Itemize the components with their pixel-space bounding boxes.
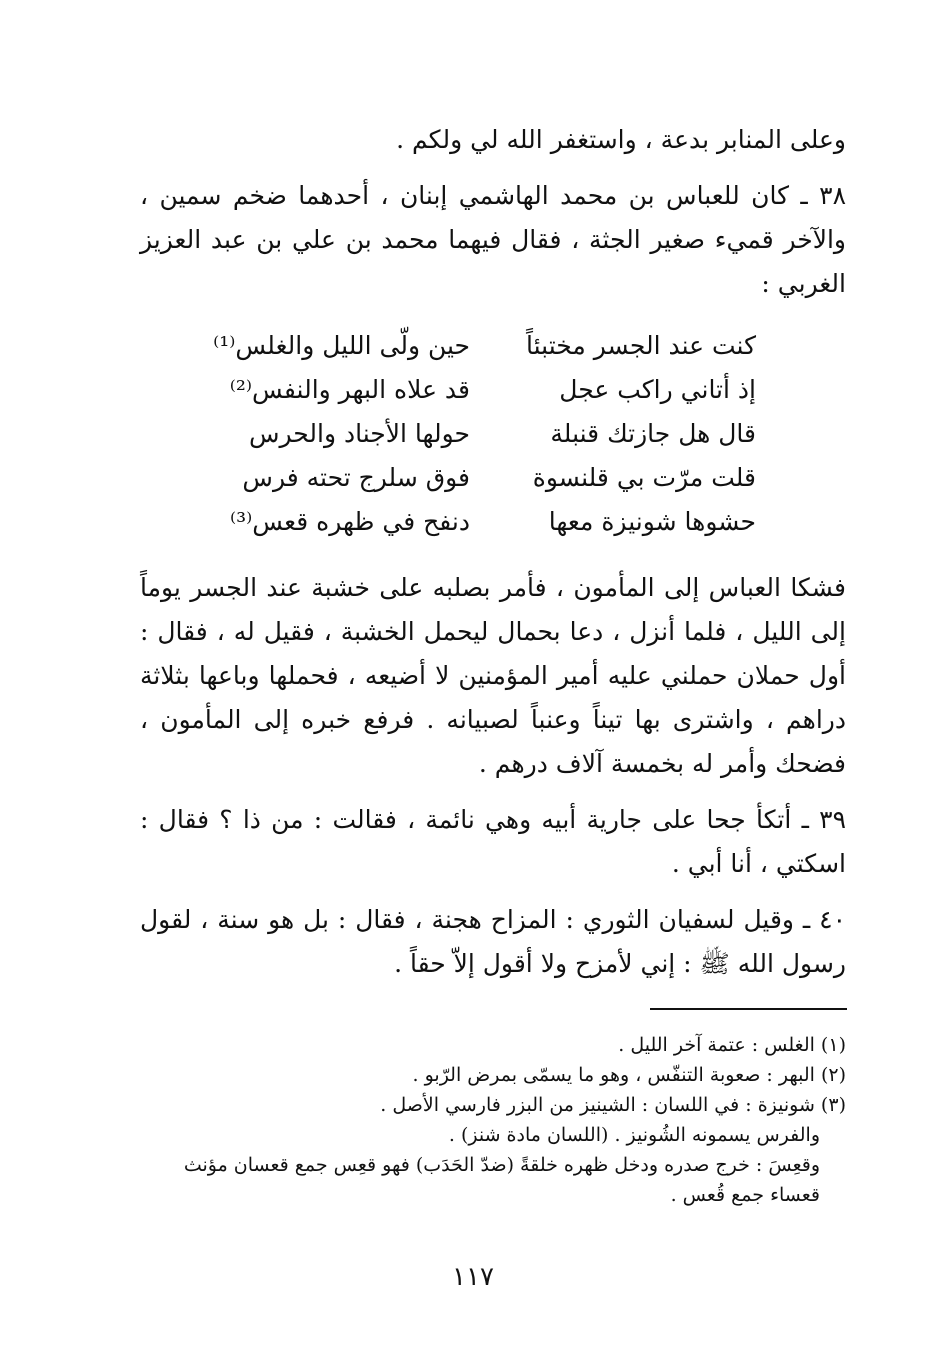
footnote-3: (٣) شونيزة : في اللسان : الشينيز من البزر فارسي الأصل . — [380, 1094, 846, 1116]
main-text — [140, 118, 846, 986]
paragraph-abbas-complaint: فشكا العباس إلى المأمون ، فأمر بصلبه على خشبة عند الجسر يوماً إلى الليل ، فلما أنزل ، دعا بحمال ليحمل الخشبة ، فقيل له ، فقال : أول حملان حملني عليه أمير المؤمنين لا أضيعه ، فحملها وباعها بثلاثة دراهم ، واشترى بها تيناً وعنباً لصبيانه . فرفع خبره إلى المأمون ، فضحك وأمر له بخمسة آلاف درهم . — [140, 573, 846, 778]
page-number: ١١٧ — [452, 1262, 494, 1292]
footnote-1: (١) الغلس : عتمة آخر الليل . — [618, 1034, 846, 1056]
verse-2-first-hemistich: إذ أتاني راكب عجل — [559, 375, 756, 404]
footnote-3-continuation-3: قعساء جمع قُعس . — [670, 1184, 820, 1206]
verse-1-first-hemistich: كنت عند الجسر مختبئاً — [526, 331, 756, 360]
paragraph-anecdote-39: ٣٩ ـ أتكأ جحا على جارية أبيه وهي نائمة ، فقالت : من ذا ؟ فقال : اسكتي ، أنا أبي . — [140, 805, 846, 878]
verse-2 — [230, 368, 756, 412]
footnote-2: (٢) البهر : صعوبة التنفّس ، وهو ما يسمّى بمرض الرّبو . — [412, 1064, 846, 1086]
verse-3-first-hemistich: قال هل جازتك قنبلة — [550, 419, 756, 448]
verse-4-first-hemistich: قلت مرّت بي قلنسوة — [532, 463, 756, 492]
verse-3-second-hemistich: حولها الأجناد والحرس — [248, 419, 470, 448]
verse-5-first-hemistich: حشوها شونيزة معها — [548, 507, 756, 536]
verse-3 — [230, 412, 756, 456]
verse-4-second-hemistich: فوق سلرج تحته فرس — [242, 463, 470, 492]
paragraph-closing-line: وعلى المنابر بدعة ، واستغفر الله لي ولكم . — [396, 125, 846, 154]
verse-1 — [213, 324, 756, 368]
paragraph-anecdote-40: ٤٠ ـ وقيل لسفيان الثوري : المزاح هجنة ، فقال : بل هو سنة ، لقول رسول الله ﷺ : إني لأمزح ولا أقول إلاّ حقاً . — [140, 905, 846, 978]
footnotes — [140, 1030, 846, 1210]
footnote-3-continuation-1: والفرس يسمونه الشُونيز . (اللسان مادة شنز) . — [448, 1124, 820, 1146]
verse-1-second-hemistich: حين ولّى الليل والغلس⁽¹⁾ — [213, 331, 470, 360]
footnote-divider — [650, 1008, 847, 1010]
verse-5 — [230, 500, 756, 544]
paragraph-anecdote-38: ٣٨ ـ كان للعباس بن محمد الهاشمي إبنان ، أحدهما ضخم سمين ، والآخر قميء صغير الجثة ، فقال فيهما محمد بن علي بن عبد العزيز الغربي : — [140, 181, 846, 298]
poem — [140, 324, 846, 544]
verse-2-second-hemistich: قد علاه البهر والنفس⁽²⁾ — [229, 375, 470, 404]
footnote-3-continuation-2: وقعِسَ : خرج صدره ودخل ظهره خلقةً (ضدّ الحَدَب) فهو قعِس جمع قعسان مؤنث — [183, 1154, 820, 1176]
verse-5-second-hemistich: دنفح في ظهره قعس⁽³⁾ — [229, 507, 470, 536]
verse-4 — [230, 456, 756, 500]
